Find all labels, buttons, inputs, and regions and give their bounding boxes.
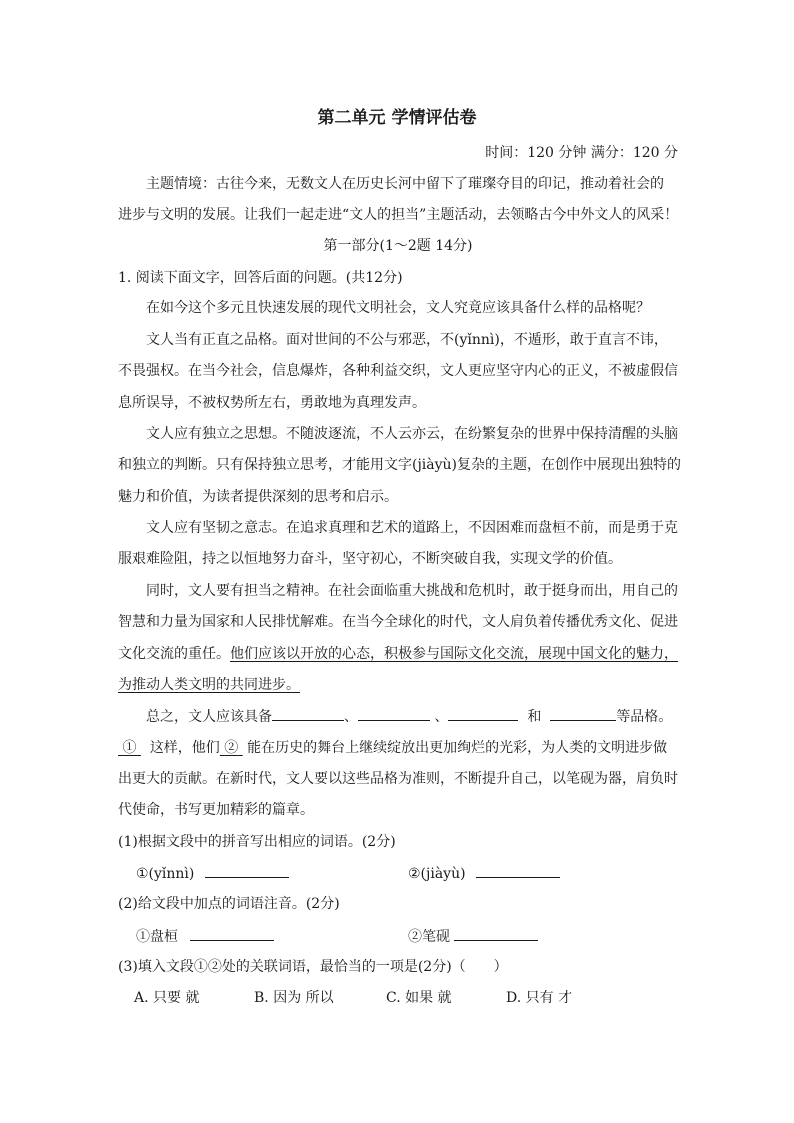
sub-question-3: (3)填入文段①②处的关联词语，最恰当的一项是(2分)（ ）: [118, 959, 508, 975]
option-d[interactable]: D. 只有 才: [506, 990, 573, 1006]
passage-line: 在如今这个多元且快速发展的现代文明社会，文人究竟应该具备什么样的品格呢？: [146, 300, 650, 316]
passage-line: [118, 644, 678, 664]
sub-question-2: (2)给文段中加点的词语注音。(2分): [118, 896, 340, 912]
passage-line: [146, 706, 678, 727]
blank-marker-2[interactable]: ②: [224, 740, 239, 756]
sub-question-1: (1)根据文段中的拼音写出相应的词语。(2分): [118, 834, 396, 850]
page-title: 第二单元 学情评估卷: [317, 108, 477, 128]
conjunction: 和: [527, 709, 542, 725]
quality-blank-1[interactable]: [272, 706, 344, 721]
passage-line: 息所误导，不被权势所左右，勇敢地为真理发声。: [118, 395, 426, 411]
blank-marker-1[interactable]: ①: [122, 740, 137, 756]
passage-line: 和独立的判断。只有保持独立思考，才能用文字(jiàyù)复杂的主题，在创作中展现出独特的: [118, 457, 682, 473]
underlined-sentence: 他们应该以开放的心态，积极参与国际文化交流，展现中国文化的魅力，: [230, 646, 678, 662]
option-a[interactable]: A. 只要 就: [134, 990, 200, 1006]
answer-blank-jiayu[interactable]: [476, 863, 560, 878]
passage-line: 文人应有坚韧之意志。在追求真理和艺术的道路上，不因困难而盘桓不前，而是勇于克: [146, 520, 678, 536]
passage-text: 总之，文人应该具备: [146, 709, 272, 725]
passage-line: [118, 675, 678, 695]
exam-meta: 时间：120 分钟 满分：120 分: [485, 145, 678, 161]
passage-text: 文化交流的重任。: [118, 646, 230, 662]
passage-line: 同时，文人要有担当之精神。在社会面临重大挑战和危机时，敢于挺身而出，用自己的: [146, 583, 678, 599]
passage-text: 能在历史的舞台上继续绽放出更加绚烂的光彩，为人类的文明进步做: [247, 740, 668, 756]
quality-blank-2[interactable]: [358, 706, 430, 721]
passage-line: 文人当有正直之品格。面对世间的不公与邪恶，不(yǐnnì)，不遁形，敢于直言不讳，: [146, 332, 668, 348]
passage-text: 这样，他们: [149, 740, 220, 756]
passage-line: 文人应有独立之思想。不随波逐流，不人云亦云，在纷繁复杂的世界中保持清醒的头脑: [146, 426, 678, 442]
passage-line: [118, 738, 678, 758]
separator: 、: [434, 709, 449, 725]
quality-blank-3[interactable]: [448, 706, 518, 721]
part-heading: 第一部分(1～2题 14分): [323, 238, 473, 254]
answer-blank-yinni[interactable]: [205, 863, 289, 878]
question-stem: 1. 阅读下面文字，回答后面的问题。(共12分): [118, 270, 403, 286]
passage-line: 智慧和力量为国家和人民排忧解难。在当今全球化的时代，文人肩负着传播优秀文化、促进: [118, 614, 678, 630]
passage-line: 不畏强权。在当今社会，信息爆炸，各种利益交织，文人更应坚守内心的正义，不被虚假信: [118, 363, 678, 379]
answer-label: ②(jiàyù): [408, 866, 466, 882]
answer-label: ①盘桓: [136, 929, 178, 945]
answer-label: ①(yǐnnì): [136, 866, 195, 882]
option-b[interactable]: B. 因为 所以: [254, 990, 334, 1006]
passage-line: 服艰难险阻，持之以恒地努力奋斗，坚守初心，不断突破自我，实现文学的价值。: [118, 551, 622, 567]
passage-line: 代使命，书写更加精彩的篇章。: [118, 802, 314, 818]
passage-line: 出更大的贡献。在新时代，文人要以这些品格为准则，不断提升自己，以笔砚为器，肩负时: [118, 771, 678, 787]
separator: 、: [344, 709, 358, 725]
answer-blank-panhuan[interactable]: [190, 926, 274, 941]
underlined-sentence: 为推动人类文明的共同进步。: [118, 677, 300, 693]
intro-line: 进步与文明的发展。让我们一起走进“文人的担当”主题活动，去领略古今中外文人的风采！: [118, 207, 679, 223]
passage-text: 等品格。: [616, 709, 673, 725]
answer-label: ②笔砚: [408, 929, 450, 945]
intro-line: 主题情境：古往今来，无数文人在历史长河中留下了璀璨夺目的印记，推动着社会的: [146, 176, 664, 192]
quality-blank-4[interactable]: [550, 706, 616, 721]
passage-line: 魅力和价值，为读者提供深刻的思考和启示。: [118, 489, 398, 505]
option-c[interactable]: C. 如果 就: [386, 990, 452, 1006]
answer-blank-biyan[interactable]: [454, 926, 538, 941]
